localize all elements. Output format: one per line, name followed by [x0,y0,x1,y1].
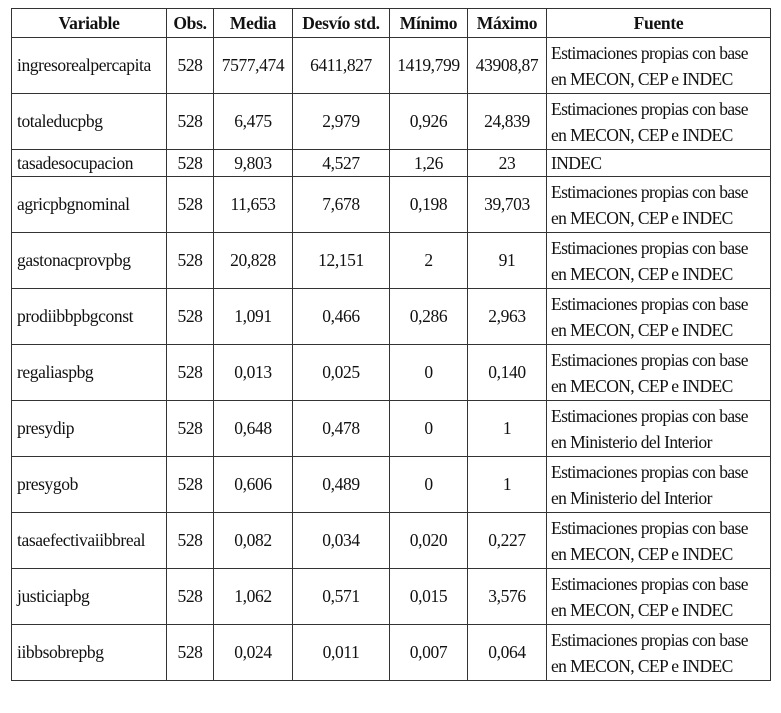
table-row [12,38,771,94]
cell-media: 1,062 [214,569,293,625]
cell-minimo: 0,198 [390,177,468,233]
cell-fuente [547,345,771,401]
table-row [12,625,771,681]
cell-obs: 528 [167,150,214,177]
header-variable: Variable [12,9,167,38]
table-row [12,401,771,457]
cell-obs: 528 [167,289,214,345]
cell-media: 7577,474 [214,38,293,94]
cell-minimo: 1419,799 [390,38,468,94]
cell-desvio-std: 0,011 [293,625,390,681]
fuente-line: Estimaciones propias con base [551,349,748,370]
cell-obs: 528 [167,625,214,681]
cell-fuente [547,289,771,345]
table-row [12,289,771,345]
cell-variable: ingresorealpercapita [12,38,167,94]
header-fuente: Fuente [547,9,771,38]
table-row [12,457,771,513]
cell-obs: 528 [167,345,214,401]
cell-media: 9,803 [214,150,293,177]
cell-fuente [547,569,771,625]
header-row [12,9,771,38]
fuente-line: Estimaciones propias con base [551,293,748,314]
fuente-line: Estimaciones propias con base [551,98,748,119]
cell-fuente [547,38,771,94]
cell-maximo: 43908,87 [468,38,547,94]
cell-obs: 528 [167,457,214,513]
cell-fuente [547,94,771,150]
cell-fuente [547,177,771,233]
fuente-line: Estimaciones propias con base [551,181,748,202]
cell-media: 1,091 [214,289,293,345]
fuente-line: INDEC [551,153,602,173]
header-minimo: Mínimo [390,9,468,38]
cell-variable: totaleducpbg [12,94,167,150]
cell-desvio-std: 6411,827 [293,38,390,94]
cell-desvio-std: 0,034 [293,513,390,569]
header-maximo: Máximo [468,9,547,38]
cell-obs: 528 [167,401,214,457]
table-row [12,94,771,150]
table-row [12,345,771,401]
header-obs: Obs. [167,9,214,38]
fuente-line: Estimaciones propias con base [551,461,748,482]
cell-minimo: 0,015 [390,569,468,625]
fuente-line: Estimaciones propias con base [551,573,748,594]
cell-media: 0,648 [214,401,293,457]
fuente-line: en MECON, CEP e INDEC [551,68,733,89]
cell-obs: 528 [167,233,214,289]
cell-maximo: 0,064 [468,625,547,681]
cell-maximo: 0,140 [468,345,547,401]
cell-maximo: 1 [468,457,547,513]
cell-desvio-std: 0,025 [293,345,390,401]
cell-obs: 528 [167,38,214,94]
table-row [12,569,771,625]
cell-minimo: 1,26 [390,150,468,177]
cell-desvio-std: 4,527 [293,150,390,177]
cell-media: 6,475 [214,94,293,150]
cell-maximo: 0,227 [468,513,547,569]
cell-variable: agricpbgnominal [12,177,167,233]
cell-variable: prodiibbpbgconst [12,289,167,345]
cell-maximo: 39,703 [468,177,547,233]
cell-minimo: 0,020 [390,513,468,569]
cell-minimo: 2 [390,233,468,289]
cell-desvio-std: 7,678 [293,177,390,233]
cell-desvio-std: 0,489 [293,457,390,513]
cell-fuente [547,457,771,513]
cell-minimo: 0 [390,345,468,401]
cell-media: 20,828 [214,233,293,289]
cell-fuente [547,150,771,177]
cell-media: 0,013 [214,345,293,401]
fuente-line: en Ministerio del Interior [551,431,712,452]
cell-desvio-std: 0,478 [293,401,390,457]
fuente-line: en Ministerio del Interior [551,487,712,508]
fuente-line: en MECON, CEP e INDEC [551,263,733,284]
header-desvio-std: Desvío std. [293,9,390,38]
cell-variable: tasadesocupacion [12,150,167,177]
cell-minimo: 0 [390,457,468,513]
cell-desvio-std: 12,151 [293,233,390,289]
cell-fuente [547,513,771,569]
cell-maximo: 91 [468,233,547,289]
cell-minimo: 0 [390,401,468,457]
cell-desvio-std: 0,571 [293,569,390,625]
cell-obs: 528 [167,569,214,625]
cell-maximo: 23 [468,150,547,177]
cell-variable: justiciapbg [12,569,167,625]
cell-minimo: 0,007 [390,625,468,681]
cell-obs: 528 [167,94,214,150]
fuente-line: en MECON, CEP e INDEC [551,599,733,620]
fuente-line: en MECON, CEP e INDEC [551,543,733,564]
header-media: Media [214,9,293,38]
table-row [12,177,771,233]
fuente-line: Estimaciones propias con base [551,237,748,258]
cell-obs: 528 [167,177,214,233]
cell-variable: gastonacprovpbg [12,233,167,289]
table-body [12,38,771,681]
cell-fuente [547,625,771,681]
cell-variable: regaliaspbg [12,345,167,401]
fuente-line: Estimaciones propias con base [551,405,748,426]
table-row [12,513,771,569]
fuente-line: Estimaciones propias con base [551,42,748,63]
cell-minimo: 0,286 [390,289,468,345]
cell-variable: presygob [12,457,167,513]
cell-media: 0,606 [214,457,293,513]
cell-fuente [547,233,771,289]
cell-variable: tasaefectivaiibbreal [12,513,167,569]
cell-maximo: 3,576 [468,569,547,625]
cell-maximo: 24,839 [468,94,547,150]
table-row [12,150,771,177]
fuente-line: en MECON, CEP e INDEC [551,124,733,145]
descriptive-statistics-table [11,8,771,681]
fuente-line: en MECON, CEP e INDEC [551,207,733,228]
cell-variable: iibbsobrepbg [12,625,167,681]
cell-maximo: 2,963 [468,289,547,345]
cell-obs: 528 [167,513,214,569]
fuente-line: en MECON, CEP e INDEC [551,375,733,396]
cell-media: 0,082 [214,513,293,569]
cell-media: 11,653 [214,177,293,233]
cell-fuente [547,401,771,457]
cell-desvio-std: 0,466 [293,289,390,345]
fuente-line: Estimaciones propias con base [551,629,748,650]
cell-variable: presydip [12,401,167,457]
fuente-line: Estimaciones propias con base [551,517,748,538]
cell-minimo: 0,926 [390,94,468,150]
cell-media: 0,024 [214,625,293,681]
fuente-line: en MECON, CEP e INDEC [551,655,733,676]
cell-maximo: 1 [468,401,547,457]
fuente-line: en MECON, CEP e INDEC [551,319,733,340]
cell-desvio-std: 2,979 [293,94,390,150]
table-row [12,233,771,289]
